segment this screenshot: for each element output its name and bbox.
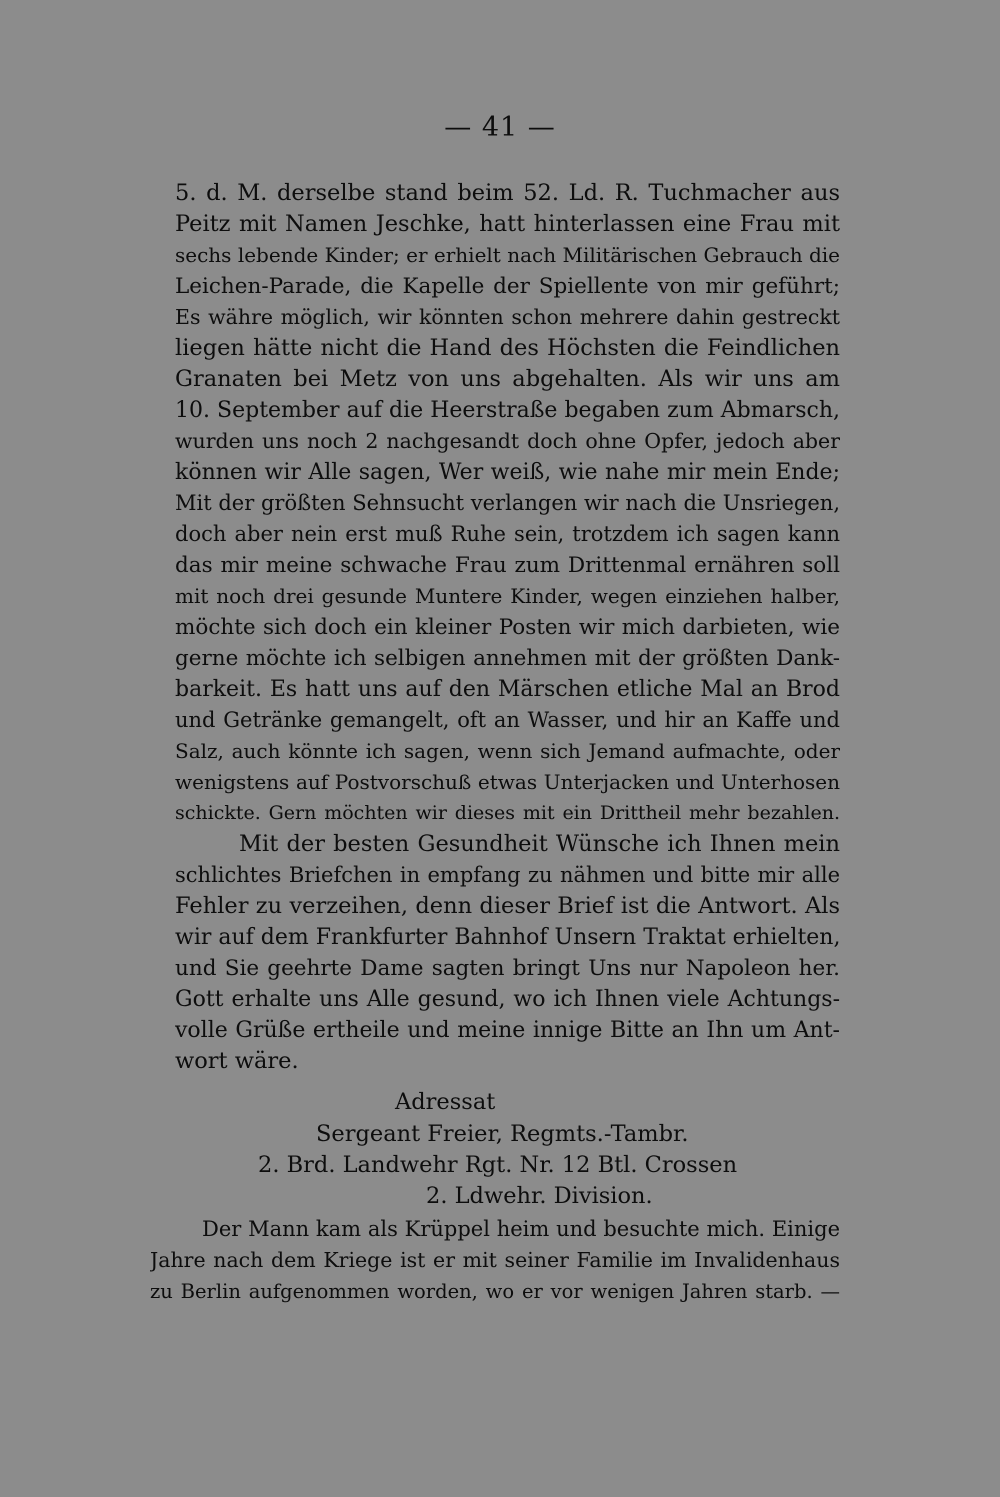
address-line: 2. Ldwehr. Division. [426,1183,653,1209]
letter-body [175,178,840,1077]
text-line: wurden uns noch 2 nachgesandt doch ohne Opfer, jedoch aber [175,429,840,453]
text-line: Mit der besten Gesundheit Wünsche ich Ihnen mein [239,831,840,857]
address-heading: Adressat [395,1089,496,1115]
text-line: wort wäre. [175,1048,299,1074]
text-line: barkeit. Es hatt uns auf den Märschen etliche Mal an Brod [175,677,840,702]
text-line: Peitz mit Namen Jeschke, hatt hinterlassen eine Frau mit [175,211,840,237]
address-line: Sergeant Freier, Regmts.-Tambr. [316,1121,689,1147]
text-line: Leichen-Parade, die Kapelle der Spiellente von mir geführt; [175,274,840,299]
text-line: möchte sich doch ein kleiner Posten wir mich darbieten, wie [175,615,840,640]
text-line: Der Mann kam als Krüppel heim und besuchte mich. Einige [202,1217,840,1241]
text-line: wenigstens auf Postvorschuß etwas Unterjacken und Unterhosen [175,770,840,794]
page-number: — 41 — [444,112,556,143]
text-line: zu Berlin aufgenommen worden, wo er vor wenigen Jahren starb. — [150,1280,840,1303]
text-line: das mir meine schwache Frau zum Drittenmal ernähren soll [175,553,840,578]
text-line: 10. September auf die Heerstraße begaben zum Abmarsch, [175,398,840,423]
text-line: Es währe möglich, wir könnten schon mehrere dahin gestreckt [175,305,840,329]
text-line: sechs lebende Kinder; er erhielt nach Militärischen Gebrauch die [175,243,840,267]
text-line: Mit der größten Sehnsucht verlangen wir nach die Unsriegen, [175,491,840,515]
text-line: wir auf dem Frankfurter Bahnhof Unsern Traktat erhielten, [175,925,840,950]
text-line: schlichtes Briefchen in empfang zu nähmen und bitte mir alle [175,863,840,887]
text-line: volle Grüße ertheile und meine innige Bitte an Ihn um Ant- [175,1018,840,1043]
text-line: Jahre nach dem Kriege ist er mit seiner Familie im Invalidenhaus [150,1248,840,1272]
text-line: und Getränke gemangelt, oft an Wasser, und hir an Kaffe und [175,708,840,732]
text-line: können wir Alle sagen, Wer weiß, wie nahe mir mein Ende; [175,460,840,485]
address-line: 2. Brd. Landwehr Rgt. Nr. 12 Btl. Crossen [258,1152,738,1178]
text-line: und Sie geehrte Dame sagten bringt Uns nur Napoleon her. [175,956,840,981]
closing-paragraph [150,1214,840,1307]
text-line: Fehler zu verzeihen, denn dieser Brief ist die Antwort. Als [175,893,840,919]
text-line: schickte. Gern möchten wir dieses mit ein Drittheil mehr bezahlen. [175,802,840,824]
text-line: Gott erhalte uns Alle gesund, wo ich Ihnen viele Achtungs- [175,987,840,1012]
text-line: liegen hätte nicht die Hand des Höchsten die Feindlichen [175,335,840,361]
text-line: doch aber nein erst muß Ruhe sein, trotzdem ich sagen kann [175,522,840,546]
text-line: 5. d. M. derselbe stand beim 52. Ld. R. Tuchmacher aus [175,180,840,206]
address-block [0,1087,1000,1217]
text-line: gerne möchte ich selbigen annehmen mit der größten Dank- [175,646,840,671]
text-line: mit noch drei gesunde Muntere Kinder, wegen einziehen halber, [175,584,840,608]
text-line: Salz, auch könnte ich sagen, wenn sich Jemand aufmachte, oder [175,739,840,763]
text-line: Granaten bei Metz von uns abgehalten. Als wir uns am [175,366,840,392]
